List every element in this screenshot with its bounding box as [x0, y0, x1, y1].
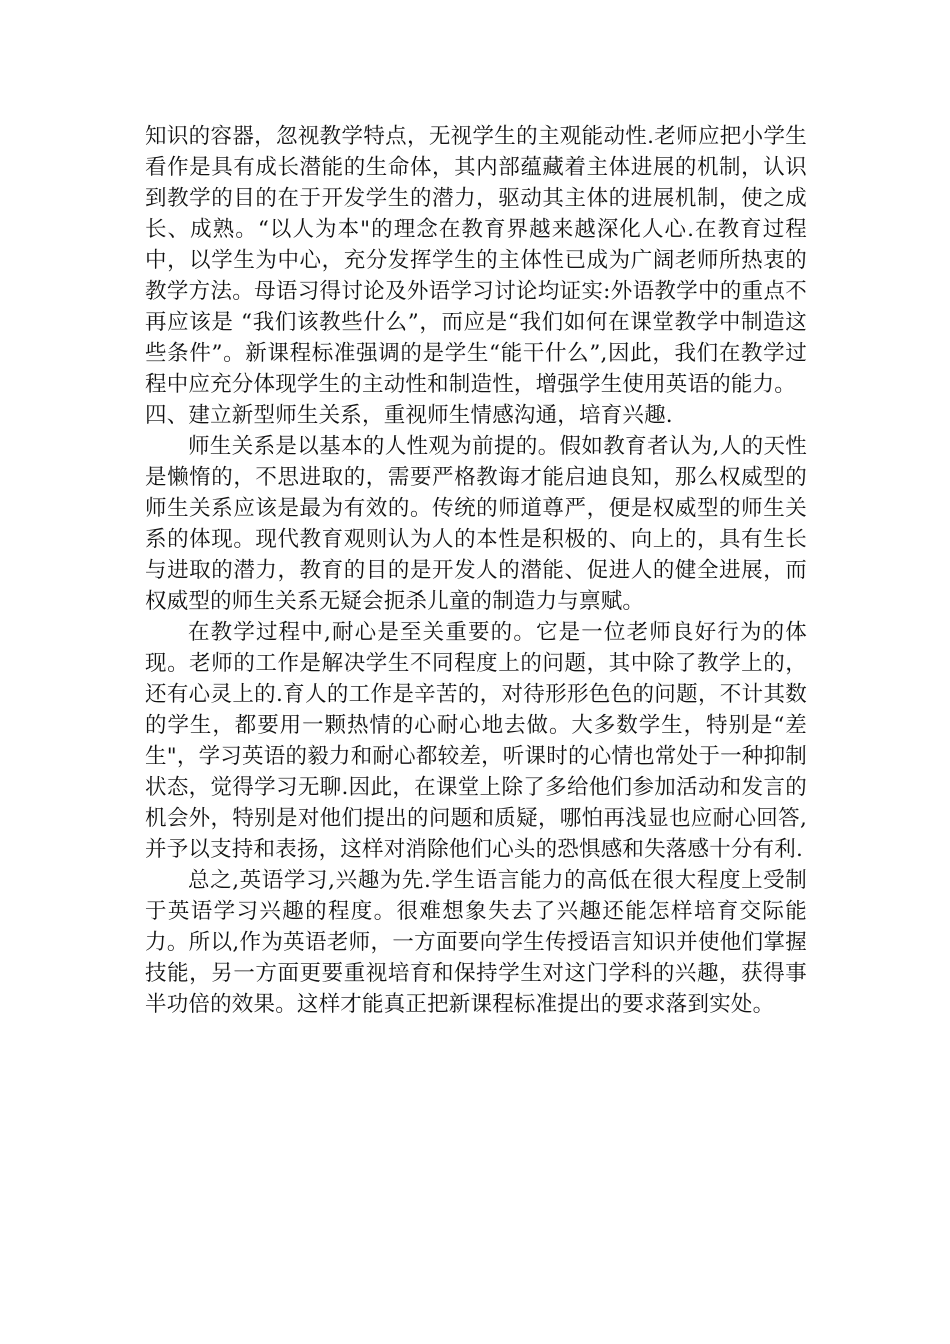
section-heading-four: 四、建立新型师生关系，重视师生情感沟通，培育兴趣. — [145, 403, 673, 428]
document-body — [145, 121, 807, 1020]
paragraph-patience: 在教学过程中,耐心是至关重要的。它是一位老师良好行为的体现。老师的工作是解决学生不同程度上的问题，其中除了教学上的，还有心灵上的.育人的工作是辛苦的，对待形形色色的问题，不计其数的学生，都要用一颗热情的心耐心地去做。大多数学生，特别是“差生"，学习英语的毅力和耐心都较差，听课时的心情也常处于一种抑制状态，觉得学习无聊.因此，在课堂上除了多给他们参加活动和发言的机会外，特别是对他们提出的问题和质疑，哪怕再浅显也应耐心回答,并予以支持和表扬，这样对消除他们心头的恐惧感和失落感十分有利. — [145, 620, 807, 862]
paragraph-conclusion: 总之,英语学习,兴趣为先.学生语言能力的高低在很大程度上受制于英语学习兴趣的程度。很难想象失去了兴趣还能怎样培育交际能力。所以,作为英语老师，一方面要向学生传授语言知识并使他们掌握技能，另一方面更要重视培育和保持学生对这门学科的兴趣，获得事半功倍的效果。这样才能真正把新课程标准提出的要求落到实处。 — [145, 868, 807, 1017]
paragraph-continued-intro: 知识的容器，忽视教学特点，无视学生的主观能动性.老师应把小学生看作是具有成长潜能的生命体，其内部蕴藏着主体进展的机制，认识到教学的目的在于开发学生的潜力，驱动其主体的进展机制，使之成长、成熟。“以人为本"的理念在教育界越来越深化人心.在教育过程中，以学生为中心，充分发挥学生的主体性已成为广阔老师所热衷的教学方法。母语习得讨论及外语学习讨论均证实:外语教学中的重点不再应该是 “我们该教些什么”，而应是“我们如何在课堂教学中制造这些条件”。新课程标准强调的是学生“能干什么”,因此，我们在教学过程中应充分体现学生的主动性和制造性，增强学生使用英语的能力。 — [145, 124, 807, 397]
paragraph-teacher-student-relationship: 师生关系是以基本的人性观为前提的。假如教育者认为,人的天性是懒惰的，不思进取的，需要严格教诲才能启迪良知，那么权威型的师生关系应该是最为有效的。传统的师道尊严，便是权威型的师生关系的体现。现代教育观则认为人的本性是积极的、向上的，具有生长与进取的潜力，教育的目的是开发人的潜能、促进人的健全进展，而权威型的师生关系无疑会扼杀儿童的制造力与禀赋。 — [145, 434, 807, 614]
